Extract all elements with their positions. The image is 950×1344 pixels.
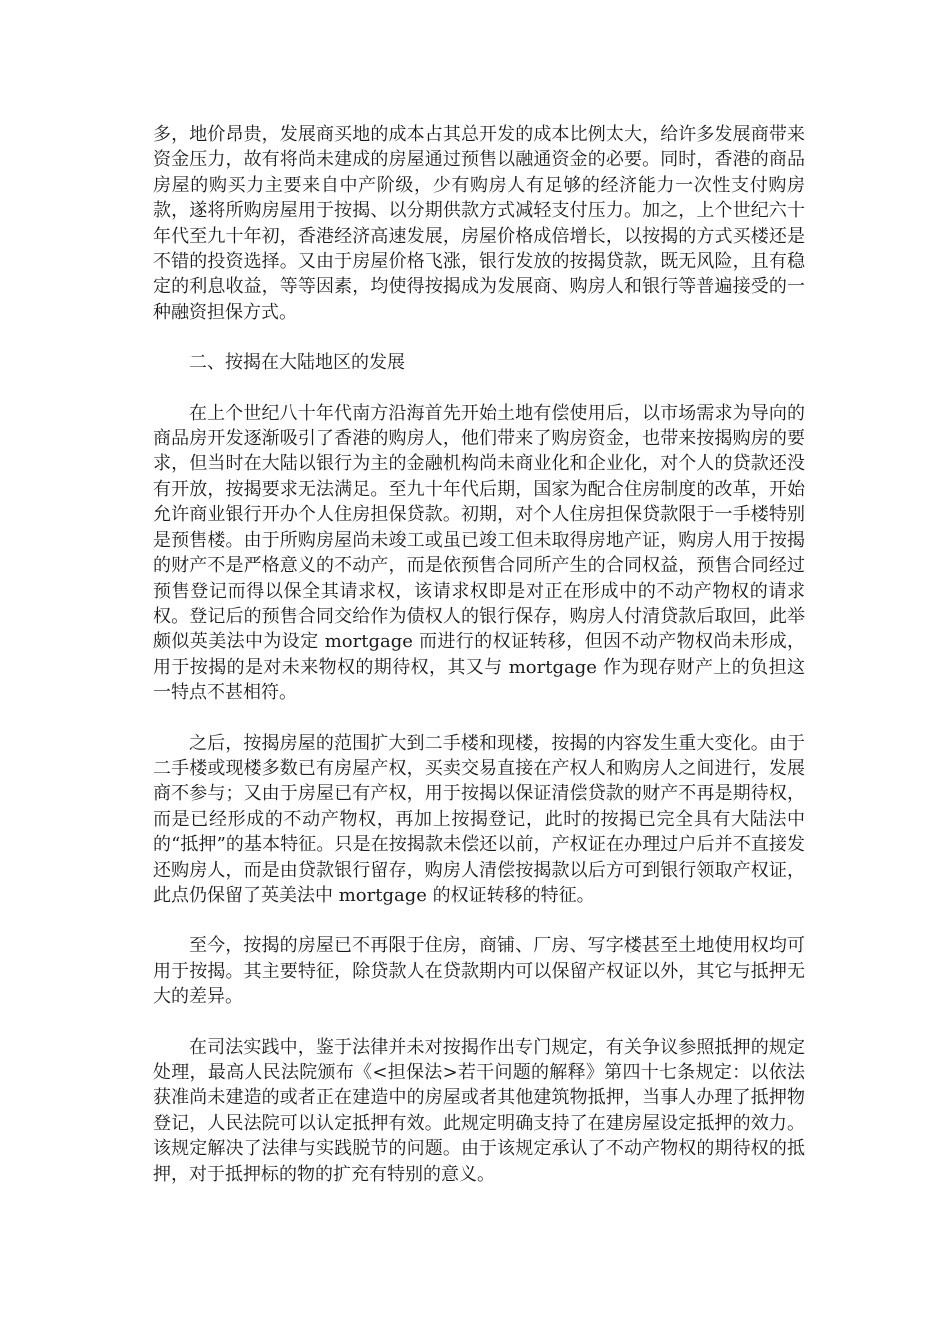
body-paragraph-1: 多，地价昂贵，发展商买地的成本占其总开发的成本比例太大，给许多发展商带来资金压力，故有将尚未建成的房屋通过预售以融通资金的必要。同时，香港的商品房屋的购买力主要来自中产阶级，少有购房人有足够的经济能力一次性支付购房款，遂将所购房屋用于按揭、以分期供款方式减轻支付压力。加之，上个世纪六十年代至九十年初，香港经济高速发展，房屋价格成倍增长，以按揭的方式买楼还是不错的投资选择。又由于房屋价格飞涨，银行发放的按揭贷款，既无风险，且有稳定的利息收益，等等因素，均使得按揭成为发展商、购房人和银行等普遍接受的一种融资担保方式。	[153, 124, 805, 323]
body-paragraph-3: 之后，按揭房屋的范围扩大到二手楼和现楼，按揭的内容发生重大变化。由于二手楼或现楼多数已有房屋产权，买卖交易直接在产权人和购房人之间进行，发展商不参与；又由于房屋已有产权，用于按揭以保证清偿贷款的财产不再是期待权，而是已经形成的不动产物权，再加上按揭登记，此时的按揭已完全具有大陆法中的“抵押”的基本特征。只是在按揭款未偿还以前，产权证在办理过户后并不直接发还购房人，而是由贷款银行留存，购房人清偿按揭款以后方可到银行领取产权证，此点仍保留了英美法中 mortgage 的权证转移的特征。	[153, 732, 805, 906]
document-body	[153, 122, 805, 1212]
body-paragraph-5: 在司法实践中，鉴于法律并未对按揭作出专门规定，有关争议参照抵押的规定处理，最高人民法院颁布《<担保法>若干问题的解释》第四十七条规定：以依法获准尚未建造的或者正在建造中的房屋或者其他建筑物抵押，当事人办理了抵押物登记，人民法院可以认定抵押有效。此规定明确支持了在建房屋设定抵押的效力。该规定解决了法律与实践脱节的问题。由于该规定承认了不动产物权的期待权的抵押，对于抵押标的物的扩充有特别的意义。	[153, 1036, 805, 1185]
body-paragraph-4: 至今，按揭的房屋已不再限于住房，商铺、厂房、写字楼甚至土地使用权均可用于按揭。其主要特征，除贷款人在贷款期内可以保留产权证以外，其它与抵押无大的差异。	[153, 935, 805, 1008]
body-paragraph-2: 在上个世纪八十年代南方沿海首先开始土地有偿使用后，以市场需求为导向的商品房开发逐渐吸引了香港的购房人，他们带来了购房资金，也带来按揭购房的要求，但当时在大陆以银行为主的金融机构尚未商业化和企业化，对个人的贷款还没有开放，按揭要求无法满足。至九十年代后期，国家为配合住房制度的改革，开始允许商业银行开办个人住房担保贷款。初期，对个人住房担保贷款限于一手楼特别是预售楼。由于所购房屋尚未竣工或虽已竣工但未取得房地产证，购房人用于按揭的财产不是严格意义的不动产，而是依预售合同所产生的合同权益，预售合同经过预售登记而得以保全其请求权，该请求权即是对正在形成中的不动产物权的请求权。登记后的预售合同交给作为债权人的银行保存，购房人付清贷款后取回，此举颇似英美法中为设定 mortgage 而进行的权证转移，但因不动产物权尚未形成，用于按揭的是对未来物权的期待权，其又与 mortgage 作为现存财产上的负担这一特点不甚相符。	[153, 402, 805, 704]
section-heading: 二、按揭在大陆地区的发展	[189, 352, 405, 374]
